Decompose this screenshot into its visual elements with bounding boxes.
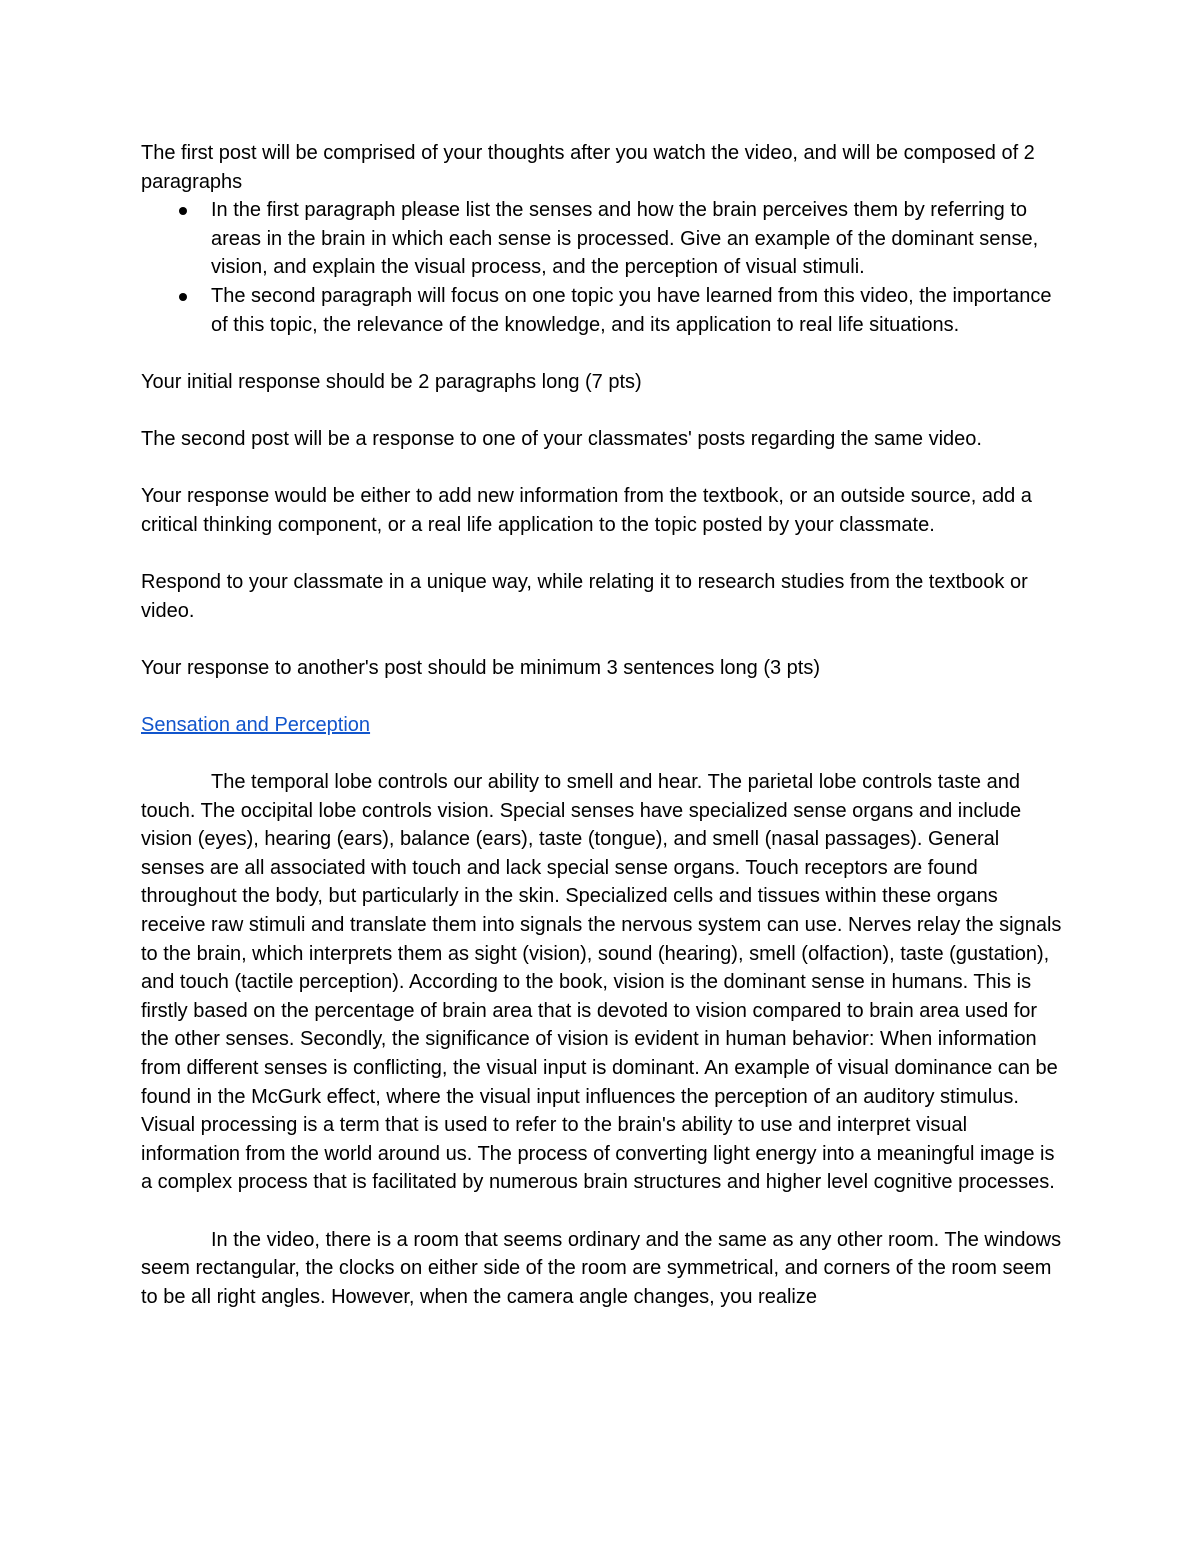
bullet-item	[141, 282, 1063, 339]
bullet-dot-icon	[179, 207, 187, 215]
response-length-requirement: Your response to another's post should be minimum 3 sentences long (3 pts)	[141, 656, 821, 679]
bullet-dot-icon	[179, 293, 187, 301]
essay-paragraph-1: The temporal lobe controls our ability to smell and hear. The parietal lobe controls taste and touch. The occipital lobe controls vision. Special senses have specialized sense organs and include vision (eyes), hearing (ears), balance (ears), taste (tongue), and smell (nasal passages). General senses are all associated with touch and lack special sense organs. Touch receptors are found throughout the body, but particularly in the skin. Specialized cells and tissues within these organs receive raw stimuli and translate them into signals the nervous system can use. Nerves relay the signals to the brain, which interprets them as sight (vision), sound (hearing), smell (olfaction), taste (gustation), and touch (tactile perception). According to the book, vision is the dominant sense in humans. This is firstly based on the percentage of brain area that is devoted to vision compared to brain area used for the other senses. Secondly, the significance of vision is evident in human behavior: When information from different senses is conflicting, the visual input is dominant. An example of visual dominance can be found in the McGurk effect, where the visual input influences the perception of an auditory stimulus. Visual processing is a term that is used to refer to the brain's ability to use and interpret visual information from the world around us. The process of converting light energy into a meaningful image is a complex process that is facilitated by numerous brain structures and higher level cognitive processes.	[141, 771, 1062, 1194]
respond-unique-instruction: Respond to your classmate in a unique way, while relating it to research studies from the textbook or video.	[141, 570, 1028, 622]
essay-paragraph-2: In the video, there is a room that seems ordinary and the same as any other room. The windows seem rectangular, the clocks on either side of the room are symmetrical, and corners of the room seem to be all right angles. However, when the camera angle changes, you realize	[141, 1228, 1062, 1308]
bullet-text: In the first paragraph please list the senses and how the brain perceives them by referring to areas in the brain in which each sense is processed. Give an example of the dominant sense, vision, and explain the visual process, and the perception of visual stimuli.	[211, 199, 1039, 279]
document-page	[141, 139, 1063, 1311]
instruction-bullets	[141, 196, 1063, 339]
sensation-perception-link[interactable]: Sensation and Perception	[141, 713, 371, 736]
bullet-text: The second paragraph will focus on one topic you have learned from this video, the importance of this topic, the relevance of the knowledge, and its application to real life situations.	[211, 284, 1052, 336]
second-post-description: The second post will be a response to one of your classmates' posts regarding the same video.	[141, 427, 982, 450]
initial-response-requirement: Your initial response should be 2 paragraphs long (7 pts)	[141, 370, 642, 393]
link-paragraph	[141, 711, 1063, 740]
response-options: Your response would be either to add new information from the textbook, or an outside source, add a critical thinking component, or a real life application to the topic posted by your classmate.	[141, 485, 1032, 536]
bullet-item	[141, 196, 1063, 282]
intro-lead: The first post will be comprised of your thoughts after you watch the video, and will be composed of 2 paragraphs	[141, 142, 1035, 193]
